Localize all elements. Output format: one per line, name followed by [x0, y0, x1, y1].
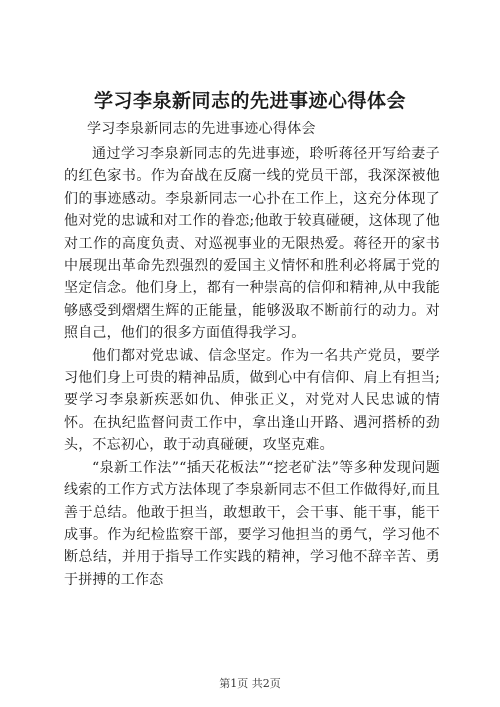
document-body	[64, 143, 440, 591]
document-title: 学习李泉新同志的先进事迹心得体会	[93, 90, 406, 112]
document-subtitle: 学习李泉新同志的先进事迹心得体会	[87, 121, 316, 137]
body-paragraph-2: 他们都对党忠诚、信念坚定。作为一名共产党员，要学习他们身上可贵的精神品质，做到心中有信仰、肩上有担当;要学习李泉新疾恶如仇、伸张正义，对党对人民忠诚的情怀。在执纪监督问责工作中，拿出逢山开路、遇河搭桥的劲头，不忘初心，敢于动真碰硬，攻坚克难。	[64, 347, 440, 454]
body-paragraph-3: “泉新工作法”“插天花板法”“挖老矿法”等多种发现问题线索的工作方式方法体现了李泉新同志不但工作做得好,而且善于总结。他敢于担当，敢想敢干，会干事、能干事，能干成事。作为纪检监察干部，要学习他担当的勇气，学习他不断总结，并用于指导工作实践的精神，学习他不辞辛苦、勇于拼搏的工作态	[64, 459, 440, 588]
body-paragraph-1: 通过学习李泉新同志的先进事迹，聆听蒋径开写给妻子的红色家书。作为奋战在反腐一线的党员干部，我深深被他们的事迹感动。李泉新同志一心扑在工作上，这充分体现了他对党的忠诚和对工作的眷恋;他敢于较真碰硬，这体现了他对工作的高度负责、对巡视事业的无限热爱。蒋径开的家书中展现出革命先烈强烈的爱国主义情怀和胜利必将属于党的坚定信念。他们身上，都有一种崇高的信仰和精神,从中我能够感受到熠熠生辉的正能量，能够汲取不断前行的动力。对照自己，他们的很多方面值得我学习。	[64, 146, 440, 342]
page-number: 第1页 共2页	[219, 677, 281, 690]
